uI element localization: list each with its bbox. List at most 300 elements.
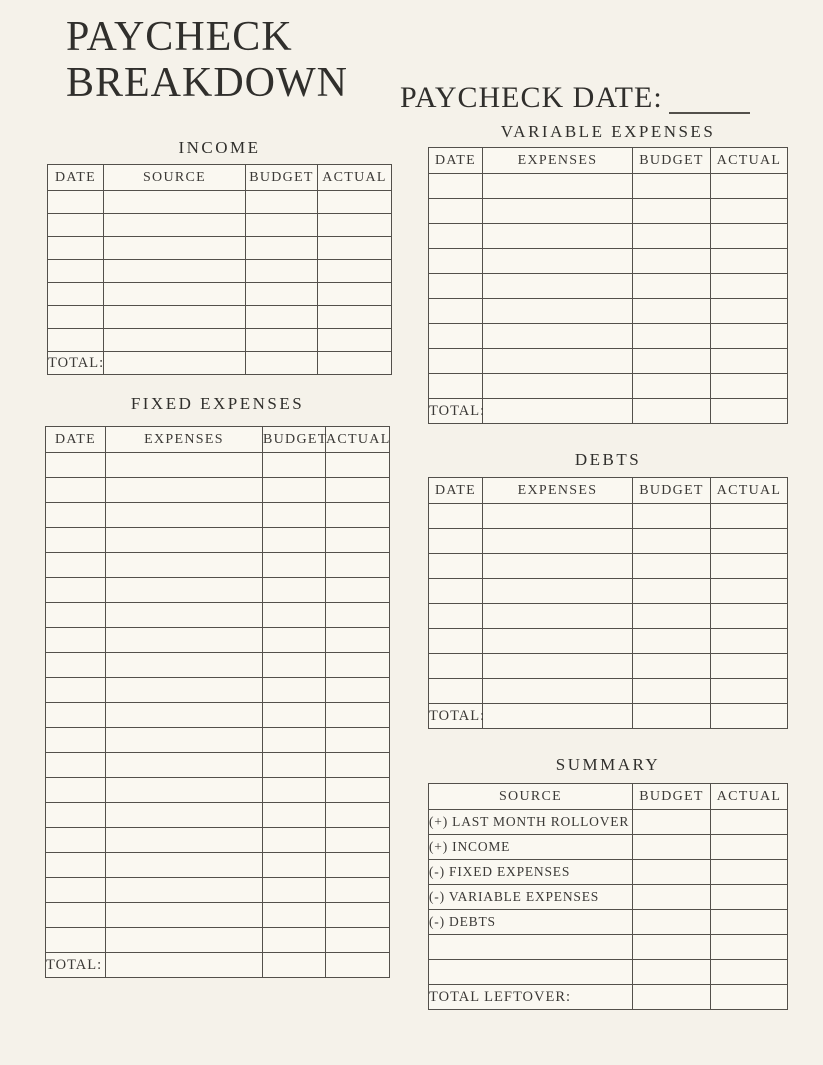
blank-cell[interactable] (711, 985, 788, 1010)
table-row (429, 654, 788, 679)
blank-cell[interactable] (318, 191, 392, 214)
table-row (46, 803, 390, 828)
blank-cell[interactable] (326, 903, 390, 928)
fixed-expenses-total-label: TOTAL: (46, 953, 106, 978)
blank-cell[interactable] (263, 903, 326, 928)
table-row (429, 860, 788, 885)
blank-cell[interactable] (318, 260, 392, 283)
blank-cell[interactable] (483, 579, 633, 604)
table-row (46, 778, 390, 803)
blank-cell[interactable] (483, 604, 633, 629)
blank-cell[interactable] (711, 504, 788, 529)
blank-cell[interactable] (711, 274, 788, 299)
table-row (48, 214, 392, 237)
table-row (429, 299, 788, 324)
table-row (429, 960, 788, 985)
blank-cell[interactable] (711, 935, 788, 960)
blank-cell[interactable] (246, 283, 318, 306)
blank-cell[interactable] (633, 704, 711, 729)
blank-cell[interactable] (106, 728, 263, 753)
blank-cell[interactable] (429, 299, 483, 324)
variable-expenses-section (428, 122, 788, 424)
table-row (429, 935, 788, 960)
table-row (429, 604, 788, 629)
blank-cell[interactable] (429, 199, 483, 224)
blank-cell[interactable] (318, 214, 392, 237)
income-section (47, 138, 392, 375)
variable-expenses-title: VARIABLE EXPENSES (500, 122, 716, 141)
total-row (46, 953, 390, 978)
blank-cell[interactable] (46, 553, 106, 578)
blank-cell[interactable] (429, 529, 483, 554)
blank-cell[interactable] (106, 628, 263, 653)
blank-cell[interactable] (633, 960, 711, 985)
blank-cell[interactable] (483, 629, 633, 654)
column-header-source: SOURCE (429, 784, 633, 810)
blank-cell[interactable] (326, 453, 390, 478)
blank-cell[interactable] (633, 324, 711, 349)
table-row (46, 553, 390, 578)
blank-cell[interactable] (263, 478, 326, 503)
blank-cell[interactable] (483, 704, 633, 729)
table-row (429, 224, 788, 249)
paycheck-date-blank-line[interactable] (669, 84, 750, 114)
debts-section (428, 450, 788, 729)
blank-cell[interactable] (106, 953, 263, 978)
blank-cell[interactable] (326, 928, 390, 953)
blank-cell[interactable] (106, 928, 263, 953)
table-row (46, 753, 390, 778)
blank-cell[interactable] (429, 504, 483, 529)
blank-cell[interactable] (429, 224, 483, 249)
summary-row-label: (+) INCOME (429, 835, 633, 860)
blank-cell[interactable] (711, 199, 788, 224)
blank-cell[interactable] (326, 878, 390, 903)
blank-cell[interactable] (711, 885, 788, 910)
blank-cell[interactable] (263, 803, 326, 828)
blank-cell[interactable] (429, 960, 633, 985)
blank-cell[interactable] (48, 191, 104, 214)
blank-cell[interactable] (106, 878, 263, 903)
summary-table (428, 783, 788, 1010)
column-header-date: DATE (429, 478, 483, 504)
blank-cell[interactable] (46, 578, 106, 603)
blank-cell[interactable] (318, 329, 392, 352)
table-row (46, 728, 390, 753)
blank-cell[interactable] (263, 503, 326, 528)
blank-cell[interactable] (633, 374, 711, 399)
blank-cell[interactable] (633, 554, 711, 579)
blank-cell[interactable] (46, 753, 106, 778)
blank-cell[interactable] (633, 679, 711, 704)
table-row (48, 283, 392, 306)
summary-section (428, 755, 788, 1010)
table-row (48, 237, 392, 260)
blank-cell[interactable] (483, 324, 633, 349)
blank-cell[interactable] (46, 503, 106, 528)
blank-cell[interactable] (711, 604, 788, 629)
blank-cell[interactable] (263, 828, 326, 853)
blank-cell[interactable] (263, 603, 326, 628)
blank-cell[interactable] (46, 703, 106, 728)
blank-cell[interactable] (633, 199, 711, 224)
blank-cell[interactable] (106, 778, 263, 803)
blank-cell[interactable] (633, 629, 711, 654)
blank-cell[interactable] (633, 274, 711, 299)
blank-cell[interactable] (46, 828, 106, 853)
blank-cell[interactable] (326, 478, 390, 503)
table-row (48, 306, 392, 329)
blank-cell[interactable] (46, 778, 106, 803)
variable-expenses-total-label: TOTAL: (429, 399, 483, 424)
table-row (46, 653, 390, 678)
blank-cell[interactable] (483, 349, 633, 374)
blank-cell[interactable] (263, 853, 326, 878)
blank-cell[interactable] (246, 191, 318, 214)
blank-cell[interactable] (633, 985, 711, 1010)
blank-cell[interactable] (633, 835, 711, 860)
table-row (48, 329, 392, 352)
blank-cell[interactable] (711, 374, 788, 399)
blank-cell[interactable] (483, 679, 633, 704)
table-row (429, 910, 788, 935)
blank-cell[interactable] (711, 174, 788, 199)
blank-cell[interactable] (46, 653, 106, 678)
blank-cell[interactable] (106, 478, 263, 503)
blank-cell[interactable] (633, 349, 711, 374)
debts-table (428, 477, 788, 729)
blank-cell[interactable] (429, 579, 483, 604)
blank-cell[interactable] (711, 529, 788, 554)
blank-cell[interactable] (326, 853, 390, 878)
table-row (429, 679, 788, 704)
table-row (429, 885, 788, 910)
blank-cell[interactable] (483, 374, 633, 399)
blank-cell[interactable] (483, 174, 633, 199)
blank-cell[interactable] (106, 503, 263, 528)
blank-cell[interactable] (106, 603, 263, 628)
blank-cell[interactable] (429, 604, 483, 629)
summary-row-label: (-) VARIABLE EXPENSES (429, 885, 633, 910)
blank-cell[interactable] (633, 935, 711, 960)
debts-title: DEBTS (574, 450, 642, 469)
blank-cell[interactable] (46, 628, 106, 653)
blank-cell[interactable] (483, 654, 633, 679)
blank-cell[interactable] (106, 803, 263, 828)
fixed-expenses-section (45, 394, 390, 978)
blank-cell[interactable] (106, 578, 263, 603)
blank-cell[interactable] (106, 528, 263, 553)
blank-cell[interactable] (326, 778, 390, 803)
blank-cell[interactable] (326, 703, 390, 728)
blank-cell[interactable] (483, 249, 633, 274)
blank-cell[interactable] (711, 224, 788, 249)
blank-cell[interactable] (318, 352, 392, 375)
blank-cell[interactable] (106, 653, 263, 678)
blank-cell[interactable] (483, 504, 633, 529)
blank-cell[interactable] (429, 629, 483, 654)
blank-cell[interactable] (106, 903, 263, 928)
blank-cell[interactable] (711, 810, 788, 835)
total-row (429, 985, 788, 1010)
page-title (66, 14, 348, 106)
blank-cell[interactable] (711, 249, 788, 274)
blank-cell[interactable] (429, 274, 483, 299)
paycheck-date (400, 82, 750, 114)
blank-cell[interactable] (48, 260, 104, 283)
blank-cell[interactable] (46, 928, 106, 953)
table-row (46, 703, 390, 728)
blank-cell[interactable] (106, 678, 263, 703)
blank-cell[interactable] (46, 478, 106, 503)
blank-cell[interactable] (46, 903, 106, 928)
total-row (429, 399, 788, 424)
blank-cell[interactable] (711, 629, 788, 654)
column-header-date: DATE (429, 148, 483, 174)
total-row (429, 704, 788, 729)
blank-cell[interactable] (263, 528, 326, 553)
blank-cell[interactable] (326, 753, 390, 778)
table-row (46, 903, 390, 928)
blank-cell[interactable] (263, 678, 326, 703)
blank-cell[interactable] (326, 828, 390, 853)
blank-cell[interactable] (429, 374, 483, 399)
blank-cell[interactable] (633, 654, 711, 679)
table-row (429, 554, 788, 579)
blank-cell[interactable] (318, 283, 392, 306)
blank-cell[interactable] (633, 224, 711, 249)
column-header-budget: BUDGET (263, 427, 326, 453)
blank-cell[interactable] (246, 306, 318, 329)
blank-cell[interactable] (633, 504, 711, 529)
blank-cell[interactable] (326, 953, 390, 978)
blank-cell[interactable] (326, 628, 390, 653)
blank-cell[interactable] (711, 349, 788, 374)
blank-cell[interactable] (104, 214, 246, 237)
blank-cell[interactable] (46, 728, 106, 753)
blank-cell[interactable] (104, 329, 246, 352)
blank-cell[interactable] (104, 352, 246, 375)
column-header-actual: ACTUAL (711, 478, 788, 504)
table-row (46, 853, 390, 878)
blank-cell[interactable] (263, 653, 326, 678)
blank-cell[interactable] (246, 260, 318, 283)
blank-cell[interactable] (711, 554, 788, 579)
summary-row-label: (-) FIXED EXPENSES (429, 860, 633, 885)
table-row (429, 629, 788, 654)
paycheck-date-label: PAYCHECK DATE: (400, 81, 663, 114)
blank-cell[interactable] (429, 349, 483, 374)
column-header-date: DATE (48, 165, 104, 191)
column-header-budget: BUDGET (246, 165, 318, 191)
blank-cell[interactable] (104, 283, 246, 306)
table-row (46, 603, 390, 628)
blank-cell[interactable] (711, 399, 788, 424)
blank-cell[interactable] (429, 935, 633, 960)
column-header-expenses: EXPENSES (106, 427, 263, 453)
blank-cell[interactable] (246, 214, 318, 237)
summary-row-label: (-) DEBTS (429, 910, 633, 935)
blank-cell[interactable] (46, 528, 106, 553)
table-row (429, 324, 788, 349)
blank-cell[interactable] (711, 910, 788, 935)
blank-cell[interactable] (318, 306, 392, 329)
column-header-budget: BUDGET (633, 148, 711, 174)
blank-cell[interactable] (263, 753, 326, 778)
blank-cell[interactable] (326, 678, 390, 703)
blank-cell[interactable] (48, 283, 104, 306)
blank-cell[interactable] (106, 753, 263, 778)
blank-cell[interactable] (711, 299, 788, 324)
blank-cell[interactable] (46, 453, 106, 478)
blank-cell[interactable] (483, 399, 633, 424)
blank-cell[interactable] (46, 853, 106, 878)
blank-cell[interactable] (483, 199, 633, 224)
column-header-budget: BUDGET (633, 784, 711, 810)
blank-cell[interactable] (46, 603, 106, 628)
table-row (48, 260, 392, 283)
table-row (46, 878, 390, 903)
blank-cell[interactable] (318, 237, 392, 260)
column-header-actual: ACTUAL (326, 427, 390, 453)
blank-cell[interactable] (246, 237, 318, 260)
blank-cell[interactable] (326, 553, 390, 578)
column-header-actual: ACTUAL (318, 165, 392, 191)
table-row (429, 504, 788, 529)
blank-cell[interactable] (633, 860, 711, 885)
blank-cell[interactable] (633, 299, 711, 324)
fixed-expenses-title: FIXED EXPENSES (130, 394, 305, 413)
blank-cell[interactable] (263, 553, 326, 578)
column-header-expenses: EXPENSES (483, 148, 633, 174)
blank-cell[interactable] (48, 329, 104, 352)
blank-cell[interactable] (429, 324, 483, 349)
blank-cell[interactable] (48, 214, 104, 237)
table-row (46, 528, 390, 553)
table-row (46, 578, 390, 603)
blank-cell[interactable] (483, 529, 633, 554)
blank-cell[interactable] (633, 399, 711, 424)
blank-cell[interactable] (326, 728, 390, 753)
blank-cell[interactable] (429, 654, 483, 679)
table-row (429, 810, 788, 835)
table-row (429, 249, 788, 274)
blank-cell[interactable] (263, 453, 326, 478)
table-row (48, 191, 392, 214)
blank-cell[interactable] (483, 224, 633, 249)
blank-cell[interactable] (48, 237, 104, 260)
blank-cell[interactable] (263, 728, 326, 753)
table-row (429, 579, 788, 604)
blank-cell[interactable] (429, 554, 483, 579)
table-row (429, 374, 788, 399)
blank-cell[interactable] (263, 953, 326, 978)
table-row (46, 678, 390, 703)
blank-cell[interactable] (46, 878, 106, 903)
table-row (429, 529, 788, 554)
table-row (46, 828, 390, 853)
blank-cell[interactable] (633, 529, 711, 554)
fixed-expenses-table (45, 426, 390, 978)
blank-cell[interactable] (106, 553, 263, 578)
column-header-budget: BUDGET (633, 478, 711, 504)
blank-cell[interactable] (711, 835, 788, 860)
blank-cell[interactable] (106, 853, 263, 878)
income-title: INCOME (178, 138, 261, 157)
blank-cell[interactable] (633, 810, 711, 835)
column-header-source: SOURCE (104, 165, 246, 191)
blank-cell[interactable] (633, 910, 711, 935)
blank-cell[interactable] (711, 704, 788, 729)
blank-cell[interactable] (246, 329, 318, 352)
blank-cell[interactable] (104, 237, 246, 260)
column-header-expenses: EXPENSES (483, 478, 633, 504)
blank-cell[interactable] (263, 703, 326, 728)
blank-cell[interactable] (633, 579, 711, 604)
table-row (46, 478, 390, 503)
blank-cell[interactable] (104, 191, 246, 214)
blank-cell[interactable] (483, 299, 633, 324)
blank-cell[interactable] (633, 249, 711, 274)
blank-cell[interactable] (711, 324, 788, 349)
income-table (47, 164, 392, 375)
blank-cell[interactable] (633, 885, 711, 910)
blank-cell[interactable] (326, 578, 390, 603)
blank-cell[interactable] (46, 803, 106, 828)
blank-cell[interactable] (263, 578, 326, 603)
blank-cell[interactable] (326, 653, 390, 678)
table-row (429, 199, 788, 224)
page-title-line1: PAYCHECK (66, 14, 293, 60)
blank-cell[interactable] (429, 249, 483, 274)
blank-cell[interactable] (711, 960, 788, 985)
blank-cell[interactable] (104, 260, 246, 283)
blank-cell[interactable] (711, 860, 788, 885)
blank-cell[interactable] (711, 679, 788, 704)
blank-cell[interactable] (104, 306, 246, 329)
summary-total-label: TOTAL LEFTOVER: (429, 985, 633, 1010)
blank-cell[interactable] (106, 703, 263, 728)
blank-cell[interactable] (263, 878, 326, 903)
blank-cell[interactable] (711, 654, 788, 679)
blank-cell[interactable] (483, 554, 633, 579)
variable-expenses-table (428, 147, 788, 424)
blank-cell[interactable] (633, 604, 711, 629)
table-row (429, 274, 788, 299)
blank-cell[interactable] (429, 679, 483, 704)
blank-cell[interactable] (326, 803, 390, 828)
summary-title: SUMMARY (555, 755, 661, 774)
page-title-line2: BREAKDOWN (66, 60, 348, 106)
blank-cell[interactable] (429, 174, 483, 199)
blank-cell[interactable] (46, 678, 106, 703)
column-header-date: DATE (46, 427, 106, 453)
blank-cell[interactable] (711, 579, 788, 604)
blank-cell[interactable] (263, 778, 326, 803)
blank-cell[interactable] (326, 503, 390, 528)
blank-cell[interactable] (106, 453, 263, 478)
blank-cell[interactable] (633, 174, 711, 199)
blank-cell[interactable] (326, 528, 390, 553)
blank-cell[interactable] (48, 306, 104, 329)
blank-cell[interactable] (483, 274, 633, 299)
blank-cell[interactable] (326, 603, 390, 628)
blank-cell[interactable] (263, 928, 326, 953)
blank-cell[interactable] (106, 828, 263, 853)
blank-cell[interactable] (246, 352, 318, 375)
blank-cell[interactable] (263, 628, 326, 653)
debts-total-label: TOTAL: (429, 704, 483, 729)
